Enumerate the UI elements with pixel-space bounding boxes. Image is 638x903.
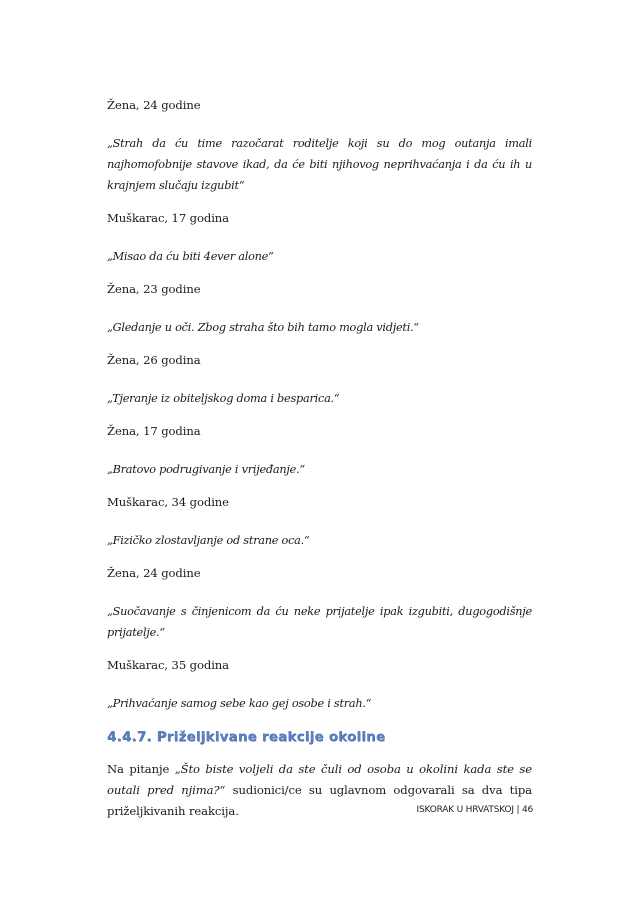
speaker-label: Žena, 24 godine (107, 98, 201, 112)
quote-text: „Gledanje u oči. Zbog straha što bih tamo mogla vidjeti.“ (107, 321, 419, 334)
quote-text: „Misao da ću biti 4ever alone“ (107, 250, 274, 263)
quote-text: „Prihvaćanje samog sebe kao gej osobe i strah.“ (107, 697, 372, 710)
paragraph-end: sudionici/ce su uglavnom odgovarali sa dva tipa priželjkivanih reakcija. (107, 783, 532, 818)
page-footer: ISKORAK U HRVATSKOJ | 46 (416, 805, 533, 815)
speaker-label: Muškarac, 34 godine (107, 495, 229, 509)
quote-text: „Fizičko zlostavljanje od strane oca.“ (107, 534, 310, 547)
paragraph-question: „Što biste voljeli da ste čuli od osoba u okolini kada ste se outali pred njima?“ (107, 762, 533, 797)
speaker-label: Žena, 23 godine (107, 282, 201, 296)
quote-text: „Bratovo podrugivanje i vrijeđanje.“ (107, 463, 305, 476)
section-heading: 4.4.7. Priželjkivane reakcije okoline (107, 729, 386, 745)
speaker-label: Žena, 17 godina (107, 424, 201, 438)
speaker-label: Muškarac, 35 godina (107, 658, 229, 672)
speaker-label: Muškarac, 17 godina (107, 211, 229, 225)
document-body (107, 98, 532, 822)
paragraph-intro: Na pitanje (107, 762, 175, 776)
speaker-label: Žena, 24 godine (107, 566, 201, 580)
quote-text: „Suočavanje s činjenicom da ću neke prijatelje ipak izgubiti, dugogodišnje prijatelje.“ (107, 605, 532, 639)
speaker-label: Žena, 26 godina (107, 353, 201, 367)
quote-text: „Strah da ću time razočarat roditelje koji su do mog outanja imali najhomofobnije stavove ikad, da će biti njihovog neprihvaćanja i da ću ih u krajnjem slučaju izgubit“ (107, 137, 532, 192)
quote-text: „Tjeranje iz obiteljskog doma i besparica.“ (107, 392, 340, 405)
